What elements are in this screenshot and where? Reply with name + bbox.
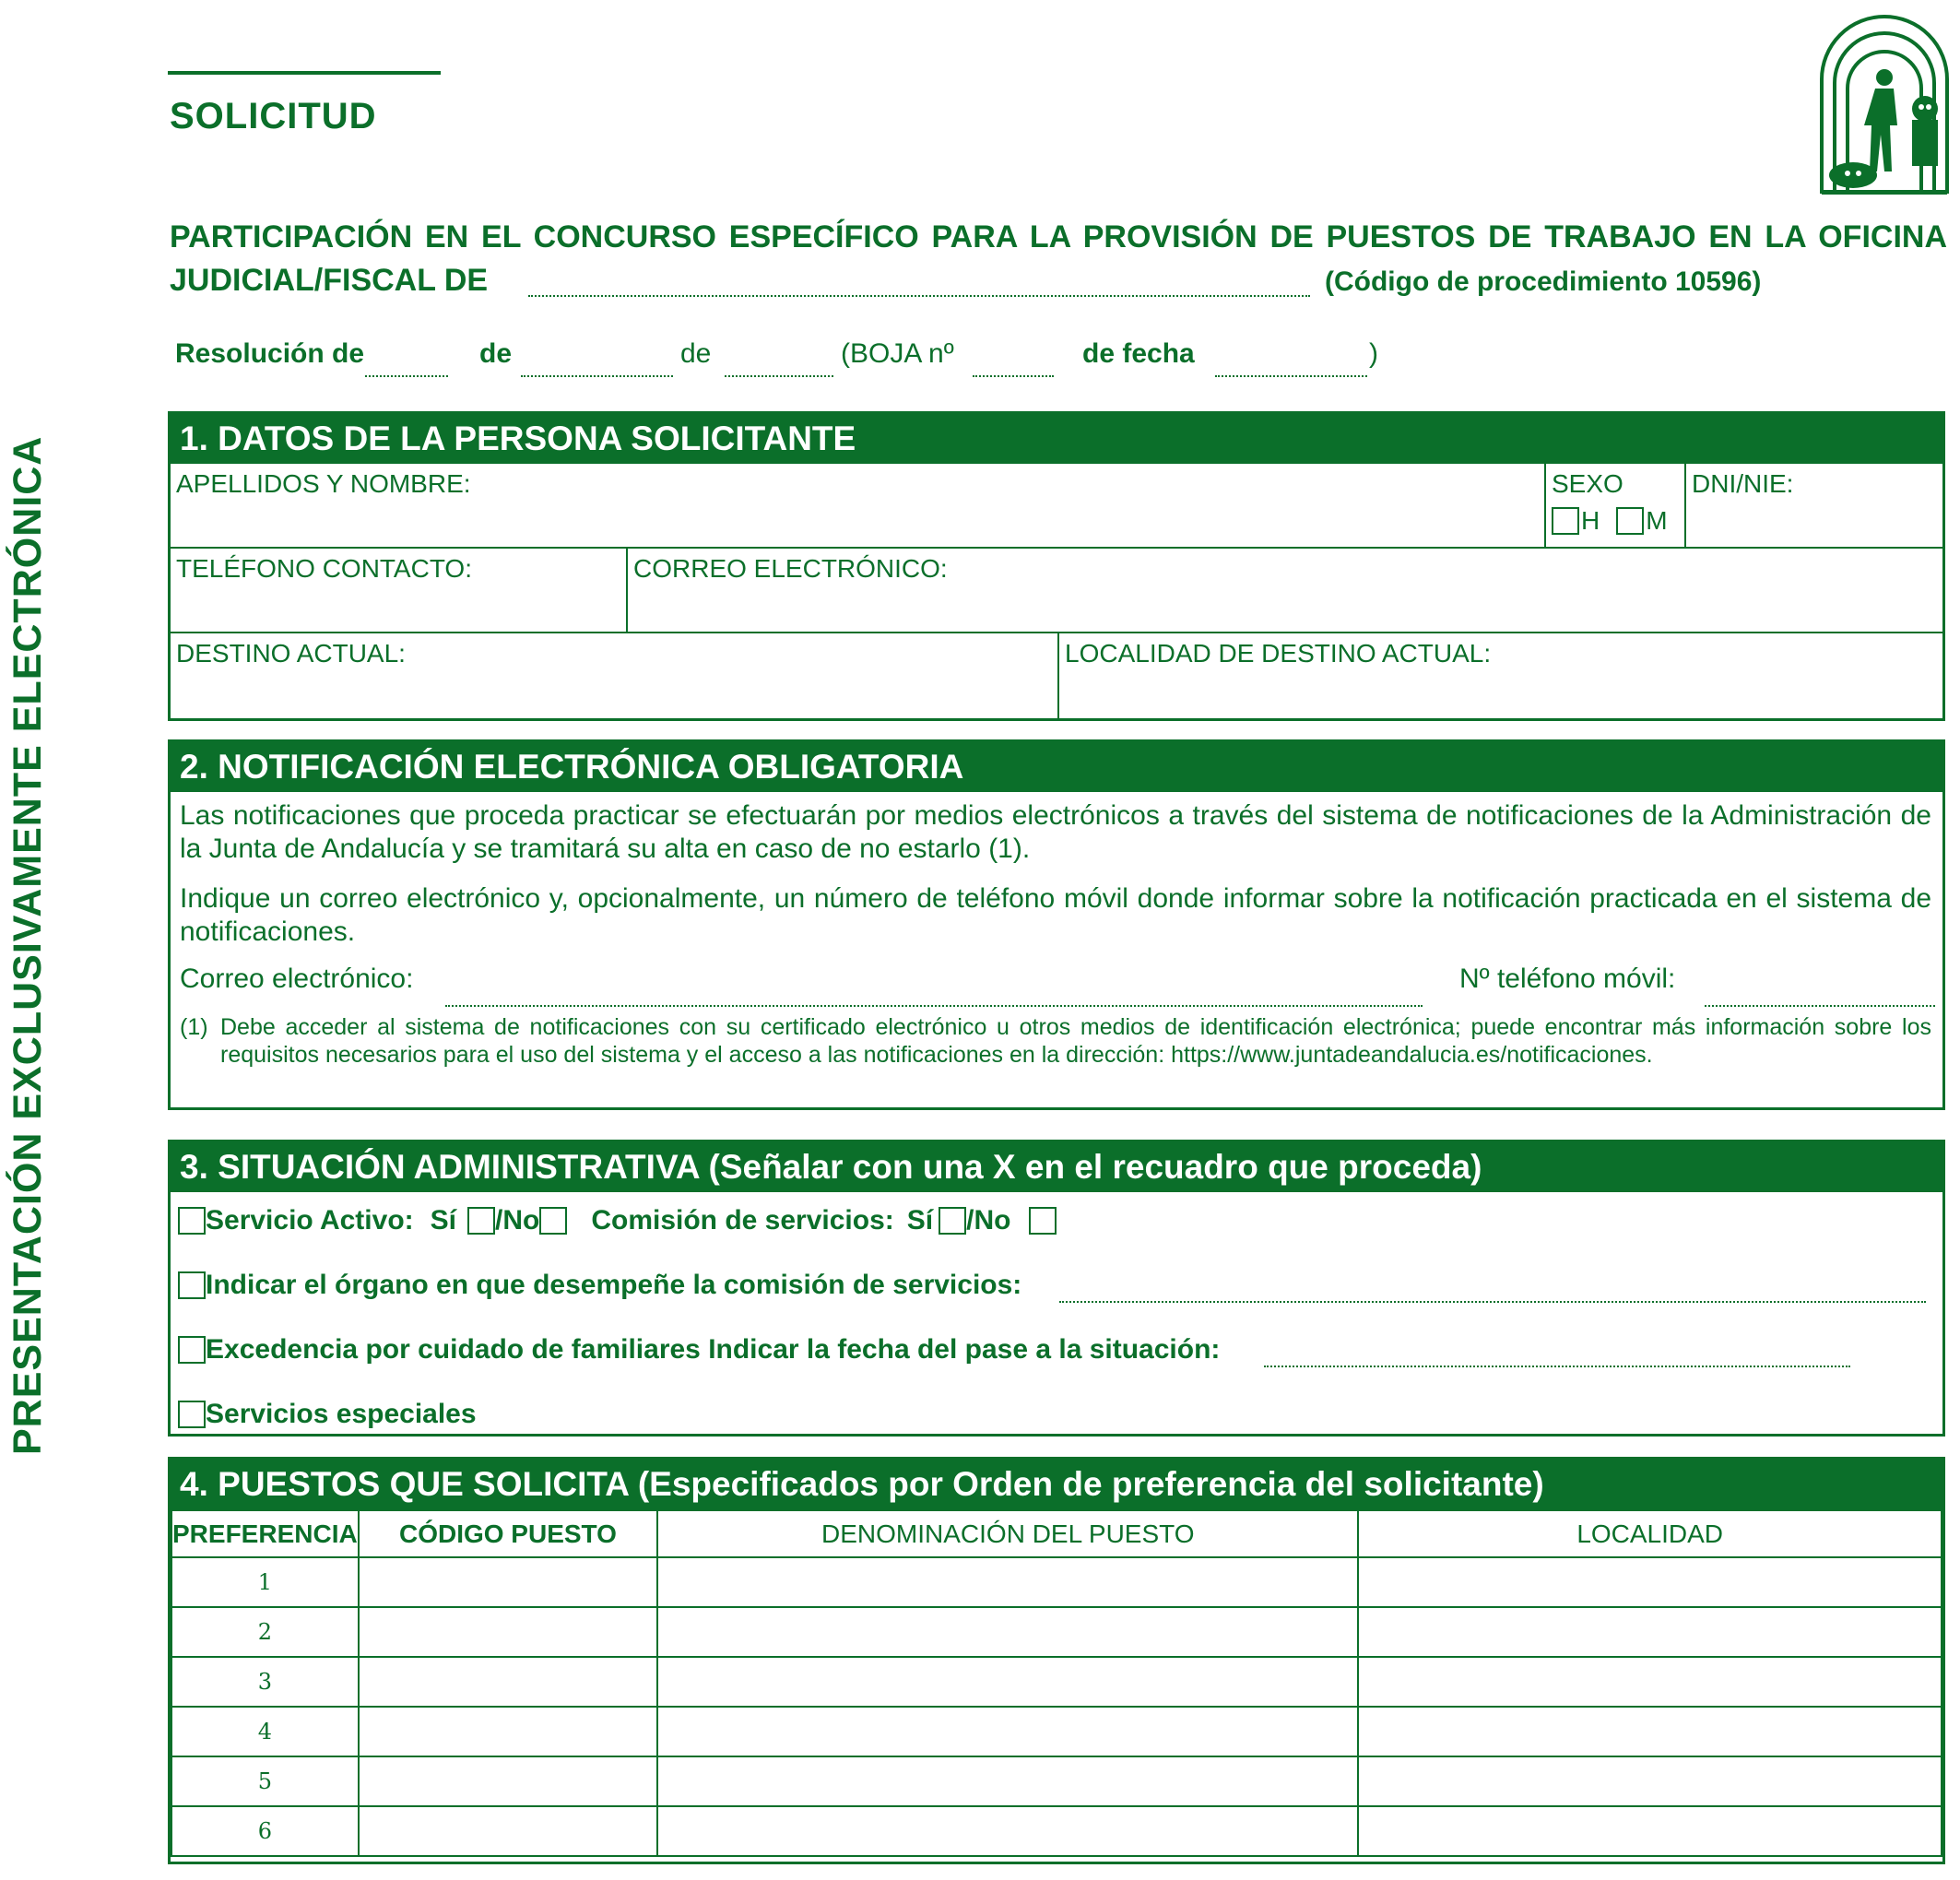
resolution-de2: de (680, 338, 712, 369)
leave-checkbox[interactable] (178, 1336, 206, 1364)
post-code-cell[interactable] (359, 1607, 658, 1657)
section2-title: 2. NOTIFICACIÓN ELECTRÓNICA OBLIGATORIA (171, 742, 1942, 792)
commission-si-checkbox[interactable] (939, 1207, 966, 1235)
col-post-code: CÓDIGO PUESTO (359, 1510, 658, 1557)
sex-m-checkbox[interactable] (1616, 507, 1644, 535)
commission-label: Comisión de servicios: (591, 1205, 894, 1236)
post-code-cell[interactable] (359, 1707, 658, 1756)
active-si-label: Sí (430, 1205, 456, 1236)
document-type: SOLICITUD (170, 96, 377, 136)
boja-label: (BOJA nº (841, 338, 954, 369)
section-electronic-notification (168, 739, 1945, 1110)
active-service-label: Servicio Activo: (206, 1205, 414, 1236)
name-field[interactable] (171, 464, 1546, 549)
commission-no-checkbox[interactable] (1029, 1207, 1057, 1235)
section3-title: 3. SITUACIÓN ADMINISTRATIVA (Señalar con una X en el recuadro que proceda) (171, 1142, 1942, 1192)
post-code-cell[interactable] (359, 1557, 658, 1607)
email-label: CORREO ELECTRÓNICO: (633, 554, 948, 583)
oficina-input-line[interactable] (528, 295, 1310, 297)
phone-field[interactable] (171, 549, 628, 633)
col-locality: LOCALIDAD (1358, 1510, 1942, 1557)
section1-title: 1. DATOS DE LA PERSONA SOLICITANTE (171, 414, 1942, 464)
locality-cell[interactable] (1358, 1707, 1942, 1756)
table-row (171, 1657, 1942, 1707)
notification-email-input[interactable] (445, 1005, 1423, 1007)
dni-label: DNI/NIE: (1692, 469, 1794, 498)
email-field[interactable] (628, 549, 1942, 633)
sex-h-label: H (1581, 506, 1600, 535)
section-administrative-status (168, 1140, 1945, 1437)
table-row (171, 1607, 1942, 1657)
section-applicant-data (168, 411, 1945, 721)
form-title-line1: PARTICIPACIÓN EN EL CONCURSO ESPECÍFICO PARA LA PROVISIÓN DE PUESTOS DE TRABAJO EN LA OFICINA (170, 219, 1947, 254)
boja-date-label: de fecha (1082, 338, 1195, 369)
locality-cell[interactable] (1358, 1756, 1942, 1806)
row-preference-number: 5 (171, 1756, 359, 1806)
junta-andalucia-coat-of-arms-icon (1816, 6, 1953, 197)
special-services-label: Servicios especiales (206, 1399, 477, 1429)
resolution-de1: de (479, 338, 513, 369)
notification-paragraph-2: Indique un correo electrónico y, opcionalmente, un número de teléfono móvil donde informar sobre la notificación practicada en el sistema de notificaciones. (180, 883, 1931, 947)
commission-si-label: Sí (906, 1205, 934, 1236)
post-name-cell[interactable] (657, 1607, 1358, 1657)
post-name-cell[interactable] (657, 1756, 1358, 1806)
current-post-label: DESTINO ACTUAL: (176, 639, 406, 668)
footnote-number: (1) (180, 1014, 208, 1040)
presentation-note: PRESENTACIÓN EXCLUSIVAMENTE ELECTRÓNICA (6, 435, 50, 1455)
row-preference-number: 1 (171, 1557, 359, 1607)
locality-cell[interactable] (1358, 1557, 1942, 1607)
dni-field[interactable] (1686, 464, 1942, 549)
post-code-cell[interactable] (359, 1806, 658, 1856)
row-preference-number: 3 (171, 1657, 359, 1707)
notification-phone-input[interactable] (1705, 1005, 1935, 1007)
post-name-cell[interactable] (657, 1557, 1358, 1607)
leave-date-input[interactable] (1264, 1366, 1850, 1367)
table-row (171, 1806, 1942, 1856)
special-services-checkbox[interactable] (178, 1401, 206, 1428)
row-preference-number: 2 (171, 1607, 359, 1657)
current-post-field[interactable] (171, 633, 1059, 718)
post-name-cell[interactable] (657, 1806, 1358, 1856)
post-name-cell[interactable] (657, 1657, 1358, 1707)
leave-label: Excedencia por cuidado de familiares Indicar la fecha del pase a la situación: (206, 1334, 1221, 1365)
phone-label: TELÉFONO CONTACTO: (176, 554, 472, 583)
footnote-text: Debe acceder al sistema de notificaciones con su certificado electrónico u otros medios de identificación electrónica; puede encontrar más información sobre los requisitos necesarios para el uso del sistema y el acceso a las notificaciones en la dirección: https://www.juntadeandalucia.es/notificaciones. (220, 1014, 1931, 1068)
commission-no-label: /No (966, 1205, 1011, 1236)
resolution-label: Resolución de (175, 338, 365, 369)
resolution-year-input[interactable] (725, 375, 833, 377)
commission-organ-label: Indicar el órgano en que desempeñe la comisión de servicios: (206, 1270, 1022, 1300)
section4-title: 4. PUESTOS QUE SOLICITA (Especificados por Orden de preferencia del solicitante) (171, 1460, 1942, 1509)
notification-paragraph-1: Las notificaciones que proceda practicar se efectuarán por medios electrónicos a través del sistema de notificaciones de la Administración de la Junta de Andalucía y se tramitará su alta en caso de no estarlo (1). (180, 800, 1931, 864)
notification-email-label: Correo electrónico: (180, 964, 414, 994)
commission-organ-input[interactable] (1059, 1301, 1926, 1303)
active-si-checkbox[interactable] (467, 1207, 495, 1235)
posts-table (171, 1509, 1942, 1857)
active-no-checkbox[interactable] (539, 1207, 567, 1235)
sex-field (1546, 464, 1686, 549)
boja-date-input[interactable] (1215, 375, 1367, 377)
sex-h-checkbox[interactable] (1552, 507, 1579, 535)
locality-cell[interactable] (1358, 1607, 1942, 1657)
commission-organ-checkbox[interactable] (178, 1271, 206, 1299)
row-preference-number: 4 (171, 1707, 359, 1756)
table-row (171, 1557, 1942, 1607)
resolution-close: ) (1369, 338, 1378, 369)
boja-number-input[interactable] (973, 375, 1054, 377)
header-rule (168, 71, 441, 75)
row-preference-number: 6 (171, 1806, 359, 1856)
locality-cell[interactable] (1358, 1806, 1942, 1856)
table-row (171, 1707, 1942, 1756)
sex-label: SEXO (1552, 469, 1623, 498)
notification-phone-label: Nº teléfono móvil: (1459, 964, 1676, 994)
name-label: APELLIDOS Y NOMBRE: (176, 469, 471, 498)
post-name-cell[interactable] (657, 1707, 1358, 1756)
post-code-cell[interactable] (359, 1657, 658, 1707)
form-title-line2: JUDICIAL/FISCAL DE (170, 263, 489, 298)
active-service-checkbox[interactable] (178, 1207, 206, 1235)
locality-cell[interactable] (1358, 1657, 1942, 1707)
resolution-day-input[interactable] (365, 375, 448, 377)
posts-table-header (171, 1510, 1942, 1557)
col-post-name: DENOMINACIÓN DEL PUESTO (657, 1510, 1358, 1557)
resolution-month-input[interactable] (521, 375, 673, 377)
section-requested-posts (168, 1457, 1945, 1864)
current-locality-label: LOCALIDAD DE DESTINO ACTUAL: (1065, 639, 1492, 668)
col-preference: PREFERENCIA (171, 1510, 359, 1557)
sex-m-label: M (1646, 506, 1668, 535)
active-no-label: /No (495, 1205, 540, 1236)
post-code-cell[interactable] (359, 1756, 658, 1806)
current-locality-field[interactable] (1059, 633, 1942, 718)
table-row (171, 1756, 1942, 1806)
procedure-code: (Código de procedimiento 10596) (1325, 266, 1762, 297)
